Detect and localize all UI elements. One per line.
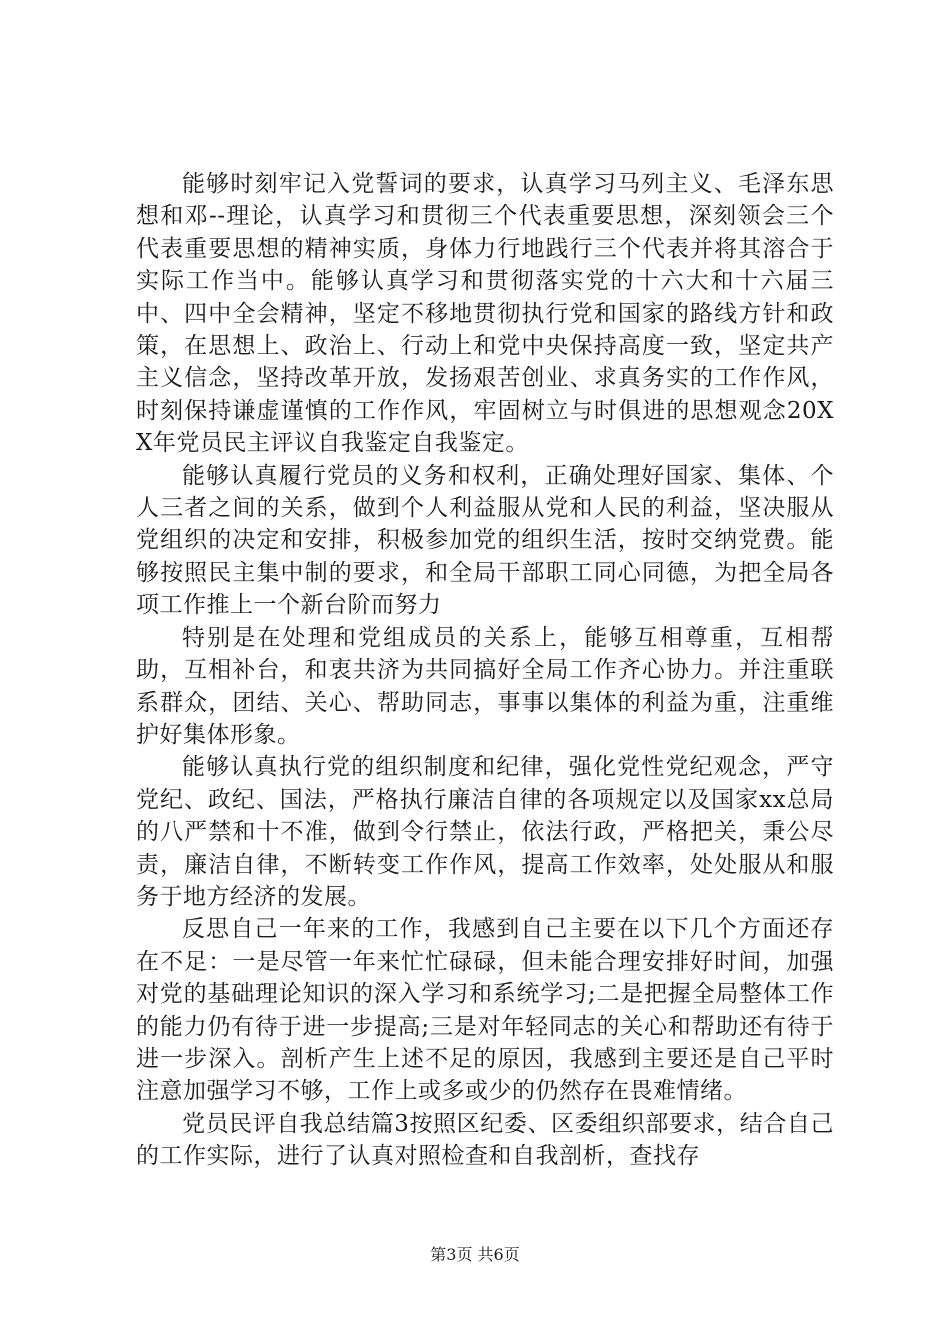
page-footer: 第3页 共6页 — [430, 1245, 520, 1264]
document-body — [136, 168, 834, 1173]
paragraph-5: 反思自己一年来的工作，我感到自己主要在以下几个方面还存在不足：一是尽管一年来忙忙碌碌，但未能合理安排好时间，加强对党的基础理论知识的深入学习和系统学习;二是把握全局整体工作的能力仍有待于进一步提高;三是对年轻同志的关心和帮助还有待于进一步深入。剖析产生上述不足的原因，我感到主要还是自己平时注意加强学习不够，工作上或多或少的仍然存在畏难情绪。 — [136, 916, 834, 1105]
paragraph-2: 能够认真履行党员的义务和权利，正确处理好国家、集体、个人三者之间的关系，做到个人利益服从党和人民的利益，坚决服从党组织的决定和安排，积极参加党的组织生活，按时交纳党费。能够按照民主集中制的要求，和全局干部职工同心同德，为把全局各项工作推上一个新台阶而努力 — [136, 462, 834, 619]
paragraph-1: 能够时刻牢记入党誓词的要求，认真学习马列主义、毛泽东思想和邓--理论，认真学习和贯彻三个代表重要思想，深刻领会三个代表重要思想的精神实质，身体力行地践行三个代表并将其溶合于实际工作当中。能够认真学习和贯彻落实党的十六大和十六届三中、四中全会精神，坚定不移地贯彻执行党和国家的路线方针和政策，在思想上、政治上、行动上和党中央保持高度一致，坚定共产主义信念，坚持改革开放，发扬艰苦创业、求真务实的工作作风，时刻保持谦虚谨慎的工作作风，牢固树立与时俱进的思想观念20XX年党员民主评议自我鉴定自我鉴定。 — [136, 171, 834, 457]
paragraph-3: 特别是在处理和党组成员的关系上，能够互相尊重，互相帮助，互相补台，和衷共济为共同搞好全局工作齐心协力。并注重联系群众，团结、关心、帮助同志，事事以集体的利益为重，注重维护好集体形象。 — [136, 624, 834, 748]
paragraph-6: 党员民评自我总结篇3按照区纪委、区委组织部要求，结合自己的工作实际，进行了认真对照检查和自我剖析，查找存 — [136, 1110, 834, 1170]
paragraph-4: 能够认真执行党的组织制度和纪律，强化党性党纪观念，严守党纪、政纪、国法，严格执行廉洁自律的各项规定以及国家xx总局的八严禁和十不准，做到令行禁止，依法行政，严格把关，秉公尽责，廉洁自律，不断转变工作作风，提高工作效率，处处服从和服务于地方经济的发展。 — [136, 754, 834, 910]
